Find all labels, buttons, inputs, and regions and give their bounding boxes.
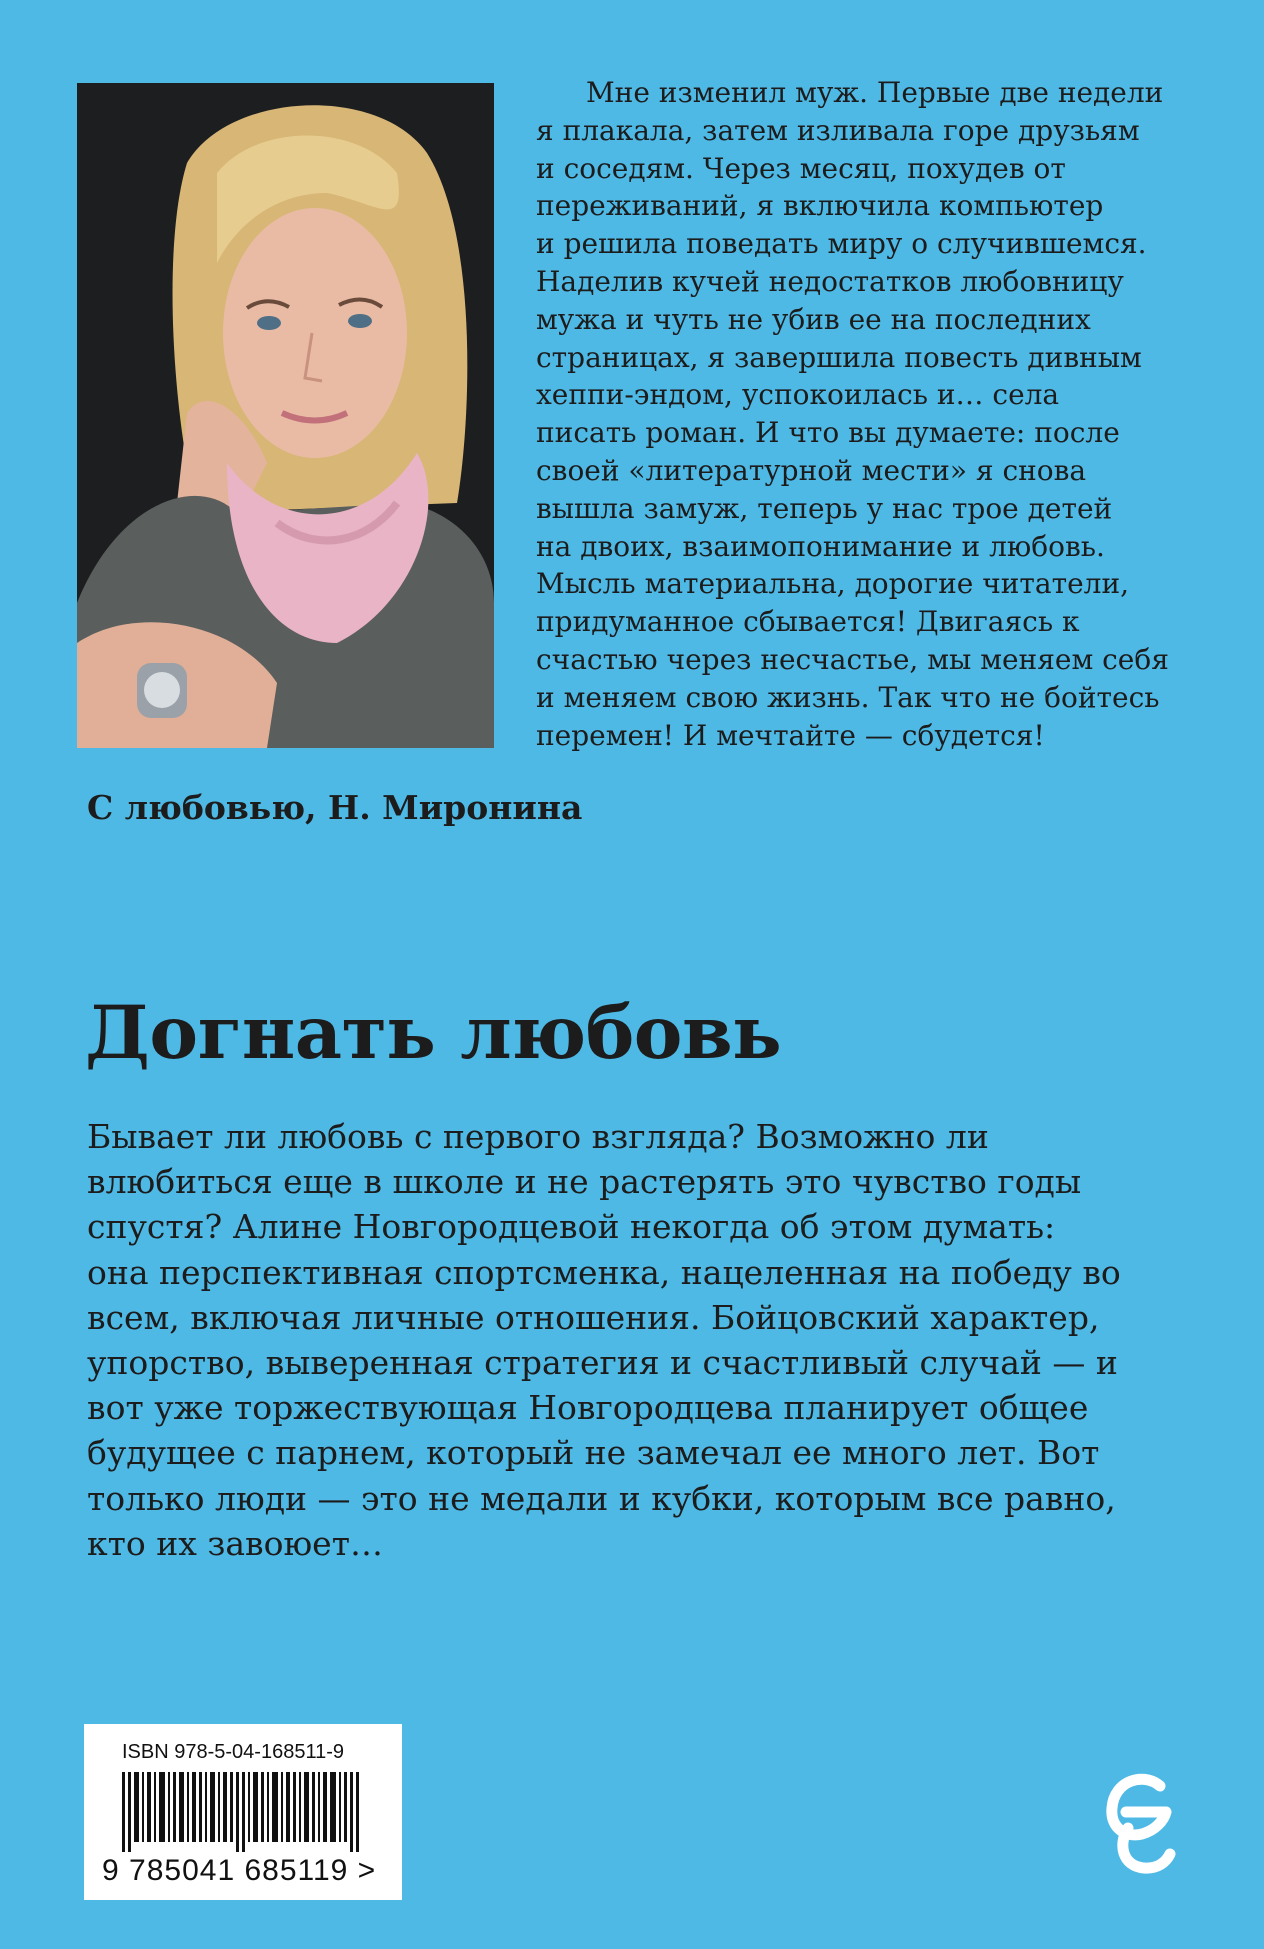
author-blurb (536, 74, 1186, 754)
barcode-bars (122, 1772, 362, 1852)
book-annotation: Бывает ли любовь с первого взгляда? Возможно ли влюбиться еще в школе и не растерять это чувство годы спустя? Алине Новгородцевой некогда об этом думать: она перспективная спортсменка, нацеленная на победу во всем, включая личные отношения. Бойцовский характер, упорство, выверенная стратегия и счастливый случай — и вот уже торжествующая Новгородцева планирует общее будущее с парнем, который не замечал ее много лет. Вот только люди — это не медали и кубки, которым все равно, кто их завоюет… (87, 1117, 1121, 1563)
author-signature: С любовью, Н. Миронина (87, 788, 583, 827)
author-portrait-icon (77, 83, 494, 748)
isbn-label: ISBN 978-5-04-168511-9 (122, 1741, 344, 1763)
barcode-digits: 9 785041 685119 > (102, 1854, 377, 1887)
author-blurb-text: Мне изменил муж. Первые две недели я плакала, затем изливала горе друзьям и соседям. Через месяц, похудев от переживаний, я включила компьютер и решила поведать миру о случившемся. Наделив кучей недостатков любовницу мужа и чуть не убив ее на последних страницах, я завершила повесть дивным хеппи-эндом, успокоилась и… села писать роман. И что вы думаете: после своей «литературной мести» я снова вышла замуж, теперь у нас трое детей на двоих, взаимопонимание и любовь. Мысль материальна, дорогие читатели, придуманное сбывается! Двигаясь к счастью через несчастье, мы меняем себя и меняем свою жизнь. Так что не бойтесь перемен! И мечтайте — сбудется! (536, 76, 1169, 752)
book-title: Догнать любовь (85, 990, 782, 1076)
publisher-e-logo-icon (1104, 1768, 1176, 1878)
author-photo (77, 83, 494, 748)
isbn-barcode (84, 1724, 402, 1900)
